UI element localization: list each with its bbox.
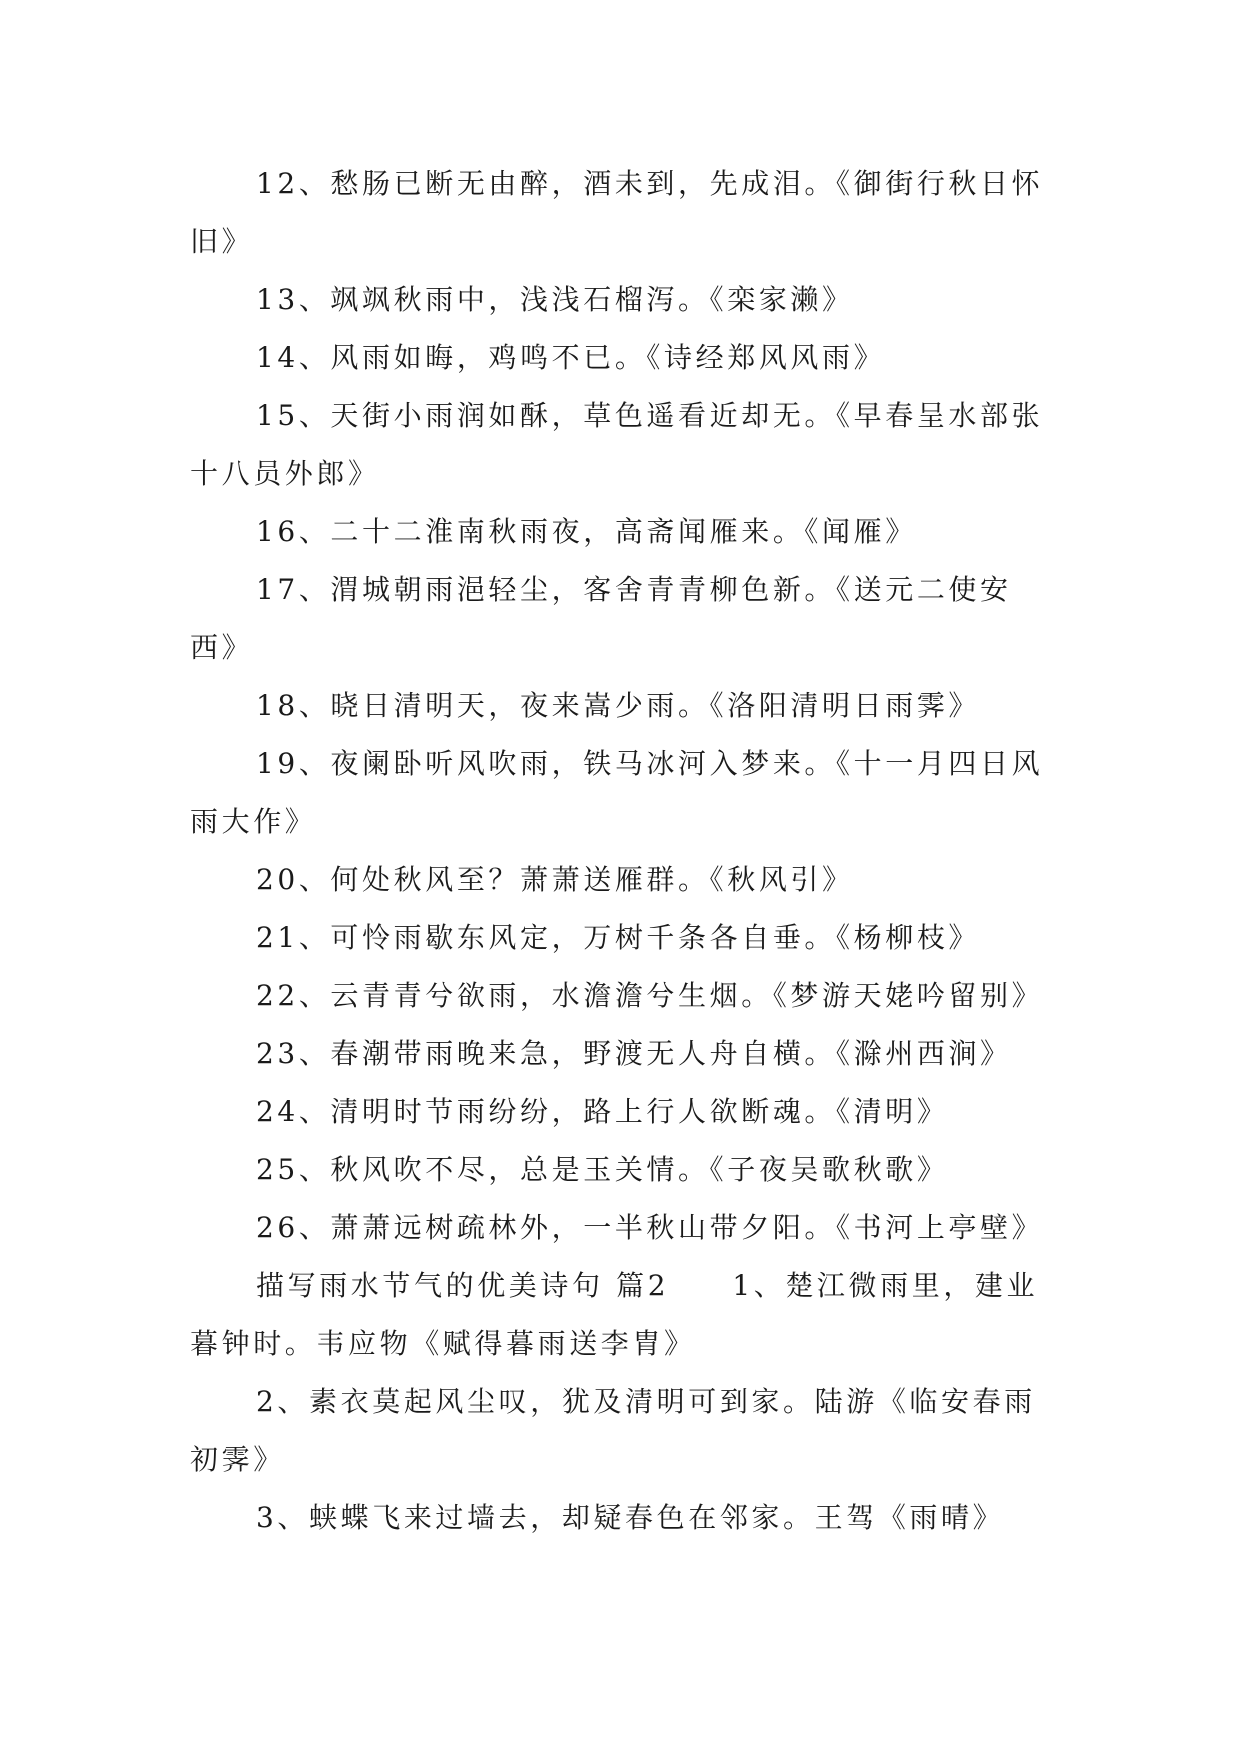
poem-line-18: 18、晓日清明天，夜来嵩少雨。《洛阳清明日雨霁》 bbox=[256, 689, 981, 722]
poem-line-19: 19、夜阑卧听风吹雨，铁马冰河入梦来。《十一月四日风雨大作》 bbox=[190, 747, 1044, 838]
poem-line-15: 15、天街小雨润如酥，草色遥看近却无。《早春呈水部张十八员外郎》 bbox=[190, 399, 1044, 490]
poem-line-2: 2、素衣莫起风尘叹，犹及清明可到家。陆游《临安春雨初霁》 bbox=[190, 1385, 1036, 1476]
poem-line-3: 3、蛱蝶飞来过墙去，却疑春色在邻家。王驾《雨晴》 bbox=[256, 1501, 1005, 1534]
poem-line-21: 21、可怜雨歇东风定，万树千条各自垂。《杨柳枝》 bbox=[256, 921, 981, 954]
poem-line-17: 17、渭城朝雨浥轻尘，客舍青青柳色新。《送元二使安西》 bbox=[190, 573, 1012, 664]
poem-line-13: 13、飒飒秋雨中，浅浅石榴泻。《栾家濑》 bbox=[256, 283, 854, 316]
section-heading-paragraph: 描写雨水节气的优美诗句 篇2 1、楚江微雨里，建业暮钟时。韦应物《赋得暮雨送李胄》 bbox=[190, 1269, 1039, 1360]
poem-line-23: 23、春潮带雨晚来急，野渡无人舟自横。《滁州西涧》 bbox=[256, 1037, 1012, 1070]
poem-line-26: 26、萧萧远树疏林外，一半秋山带夕阳。《书河上亭壁》 bbox=[256, 1211, 1044, 1244]
poem-line-12: 12、愁肠已断无由醉，酒未到，先成泪。《御街行秋日怀旧》 bbox=[190, 167, 1044, 258]
poem-line-14: 14、风雨如晦，鸡鸣不已。《诗经郑风风雨》 bbox=[256, 341, 886, 374]
poem-line-20: 20、何处秋风至？萧萧送雁群。《秋风引》 bbox=[256, 863, 854, 896]
poem-line-25: 25、秋风吹不尽，总是玉关情。《子夜吴歌秋歌》 bbox=[256, 1153, 949, 1186]
poem-line-16: 16、二十二淮南秋雨夜，高斋闻雁来。《闻雁》 bbox=[256, 515, 917, 548]
poem-line-22: 22、云青青兮欲雨，水澹澹兮生烟。《梦游天姥吟留别》 bbox=[256, 979, 1044, 1012]
document-body bbox=[190, 155, 1052, 1547]
poem-line-24: 24、清明时节雨纷纷，路上行人欲断魂。《清明》 bbox=[256, 1095, 949, 1128]
